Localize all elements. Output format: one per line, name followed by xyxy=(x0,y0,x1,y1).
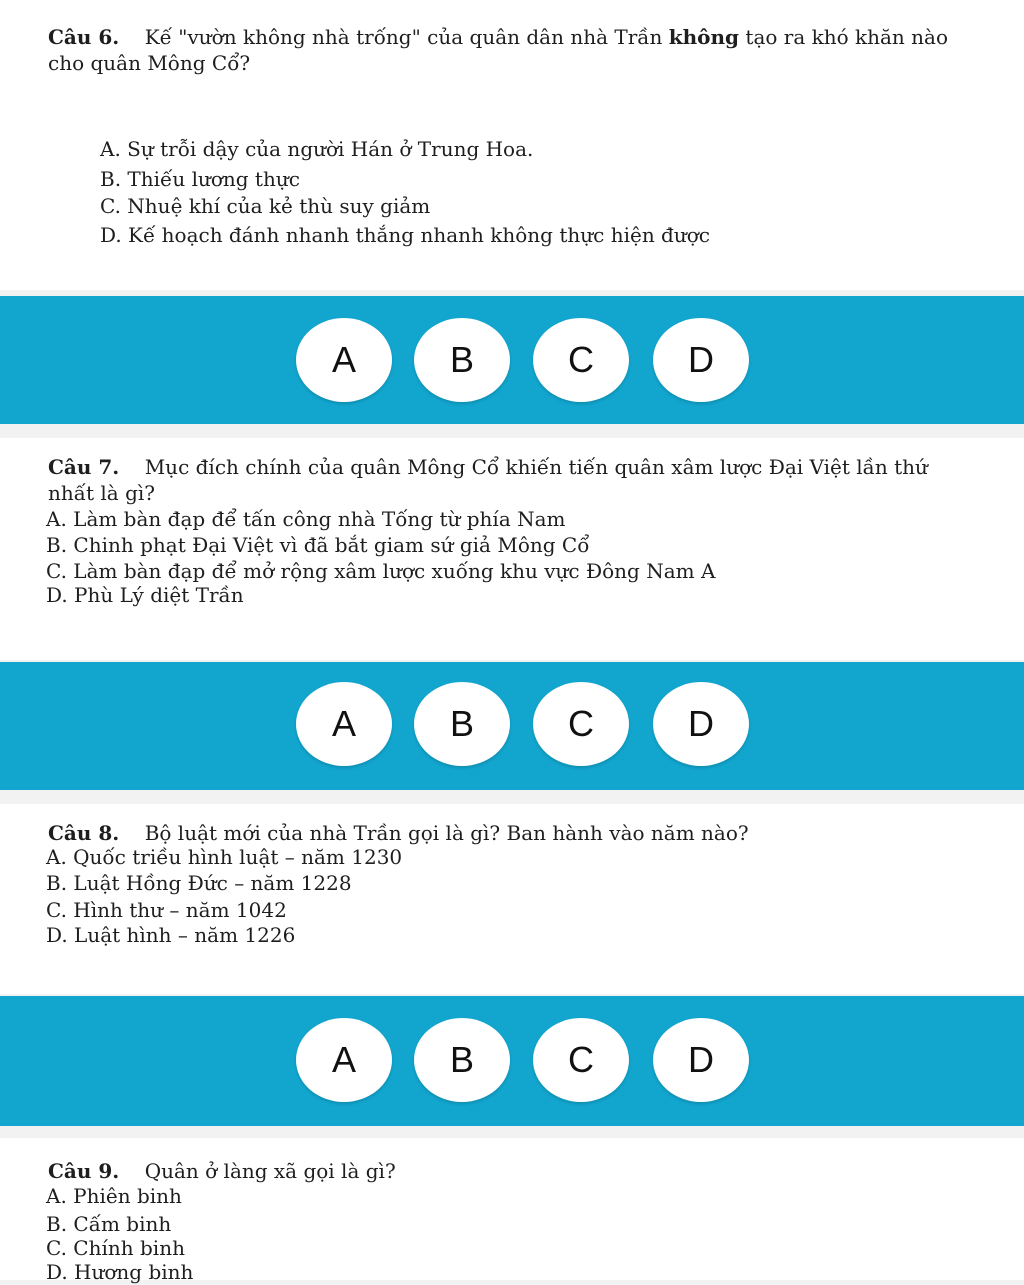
question-6-block xyxy=(0,0,1024,290)
question-6-option-c: C. Nhuệ khí của kẻ thù suy giảm xyxy=(100,194,431,218)
question-9-option-b: B. Cấm binh xyxy=(46,1212,172,1236)
question-6-option-d: D. Kế hoạch đánh nhanh thắng nhanh không thực hiện được xyxy=(100,223,710,247)
question-7-block xyxy=(0,438,1024,660)
answer-button-d[interactable]: D xyxy=(653,318,749,402)
question-number: Câu 6. xyxy=(48,25,120,49)
question-text-part: tạo ra khó khăn nào cho quân Mông Cổ? xyxy=(48,25,949,75)
question-text-part: Quân ở làng xã gọi là gì? xyxy=(144,1159,396,1183)
answer-band-q6 xyxy=(0,296,1024,424)
question-7-text xyxy=(48,454,978,506)
question-8-text xyxy=(48,820,978,846)
question-7-option-a: A. Làm bàn đạp để tấn công nhà Tống từ phía Nam xyxy=(46,507,566,531)
answer-button-a[interactable]: A xyxy=(296,318,392,402)
question-7-option-d: D. Phù Lý diệt Trần xyxy=(46,583,244,607)
answer-button-b[interactable]: B xyxy=(414,682,510,766)
question-8-option-c: C. Hình thư – năm 1042 xyxy=(46,898,287,922)
question-9-option-c: C. Chính binh xyxy=(46,1236,185,1260)
question-6-option-b: B. Thiếu lương thực xyxy=(100,167,300,191)
question-8-block xyxy=(0,804,1024,994)
question-8-option-a: A. Quốc triều hình luật – năm 1230 xyxy=(46,845,403,869)
question-9-block xyxy=(0,1138,1024,1284)
answer-band-q7 xyxy=(0,662,1024,790)
question-emphasis: không xyxy=(668,25,740,49)
question-8-option-d: D. Luật hình – năm 1226 xyxy=(46,923,296,947)
answer-button-d[interactable]: D xyxy=(653,1018,749,1102)
answer-button-a[interactable]: A xyxy=(296,1018,392,1102)
question-number: Câu 7. xyxy=(48,455,120,479)
question-number: Câu 9. xyxy=(48,1159,120,1183)
question-7-option-b: B. Chinh phạt Đại Việt vì đã bắt giam sứ giả Mông Cổ xyxy=(46,533,590,557)
answer-button-c[interactable]: C xyxy=(533,318,629,402)
answer-button-c[interactable]: C xyxy=(533,1018,629,1102)
answer-button-b[interactable]: B xyxy=(414,318,510,402)
question-9-option-d: D. Hương binh xyxy=(46,1260,194,1284)
answer-button-b[interactable]: B xyxy=(414,1018,510,1102)
question-number: Câu 8. xyxy=(48,821,120,845)
question-6-option-a: A. Sự trỗi dậy của người Hán ở Trung Hoa. xyxy=(100,137,534,161)
answer-button-a[interactable]: A xyxy=(296,682,392,766)
question-8-option-b: B. Luật Hồng Đức – năm 1228 xyxy=(46,871,352,895)
question-text-part: Kế "vườn không nhà trống" của quân dân nhà Trần xyxy=(144,25,669,49)
question-9-text xyxy=(48,1158,978,1184)
answer-button-c[interactable]: C xyxy=(533,682,629,766)
question-6-text xyxy=(48,24,978,76)
answer-band-q8 xyxy=(0,996,1024,1126)
question-text-part: Bộ luật mới của nhà Trần gọi là gì? Ban hành vào năm nào? xyxy=(144,821,749,845)
question-7-option-c: C. Làm bàn đạp để mở rộng xâm lược xuống khu vực Đông Nam A xyxy=(46,559,716,583)
answer-button-d[interactable]: D xyxy=(653,682,749,766)
question-text-part: Mục đích chính của quân Mông Cổ khiến tiến quân xâm lược Đại Việt lần thứ nhất là gì? xyxy=(48,455,928,505)
question-9-option-a: A. Phiên binh xyxy=(46,1184,182,1208)
